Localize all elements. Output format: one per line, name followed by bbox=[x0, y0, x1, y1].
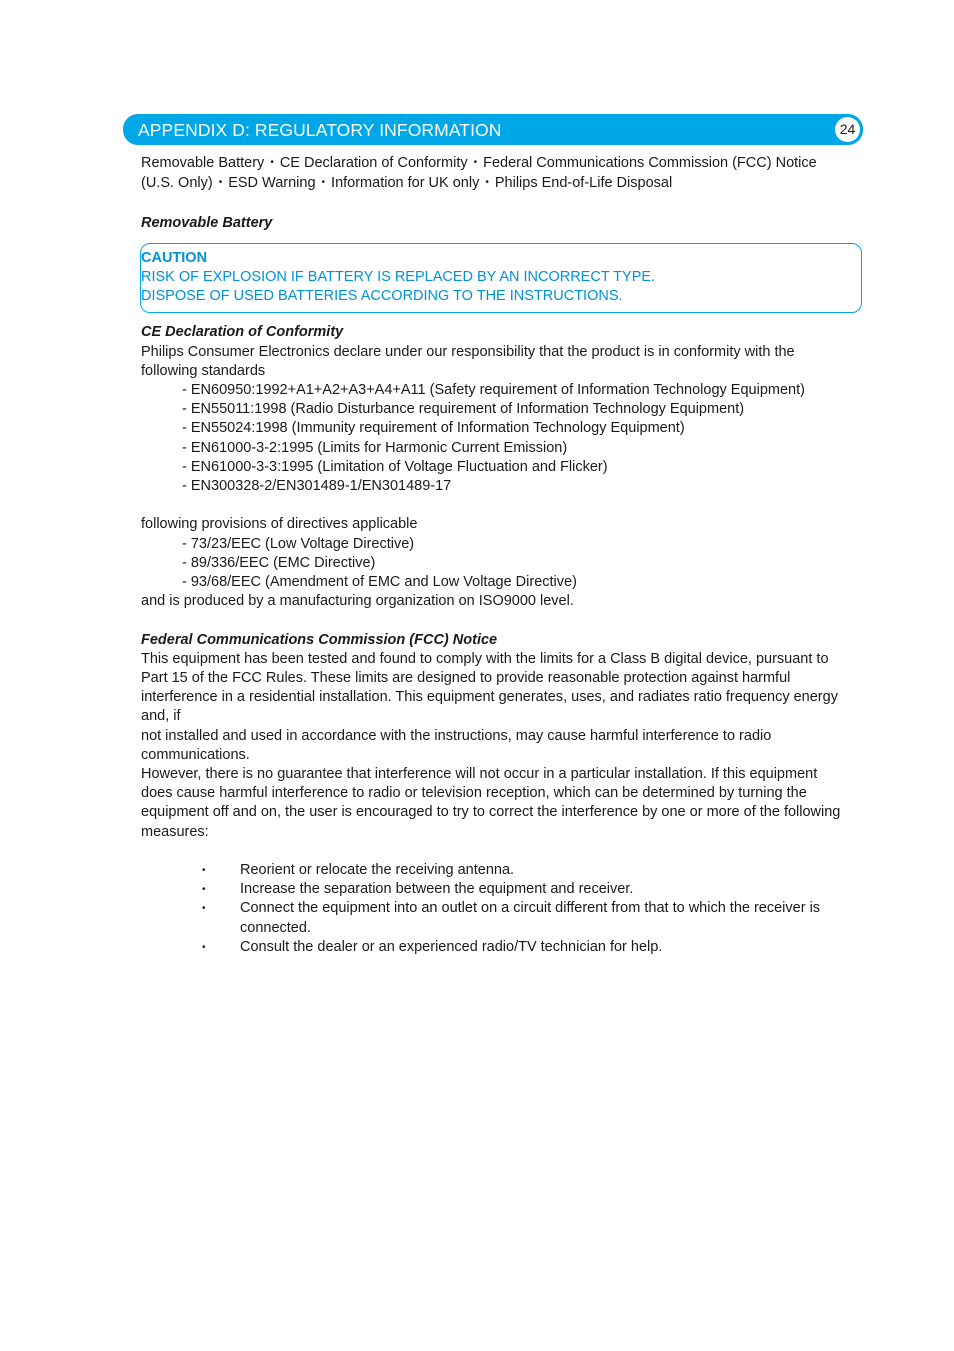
ce-section-title: CE Declaration of Conformity bbox=[141, 324, 344, 341]
page-header bbox=[123, 114, 863, 145]
header-title: APPENDIX D: REGULATORY INFORMATION bbox=[138, 120, 502, 140]
directives-intro: following provisions of directives applicable bbox=[141, 516, 418, 533]
measures-list bbox=[141, 861, 851, 957]
caution-line: DISPOSE OF USED BATTERIES ACCORDING TO THE INSTRUCTIONS. bbox=[141, 288, 623, 305]
fcc-paragraph: This equipment has been tested and found to comply with the limits for a Class B digital device, pursuant to Part 15 of the FCC Rules. These limits are designed to provide reasonable protection against harmful interference in a residential installation. This equipment generates, uses, and radiates ratio frequency energy and, if bbox=[141, 650, 838, 725]
fcc-paragraph: However, there is no guarantee that interference will not occur in a particular installation. If this equipment does cause harmful interference to radio or television reception, which can be determined by turning the equipment off and on, the user is encouraged to try to correct the interference by one or more of the following measures: bbox=[141, 766, 841, 840]
measure-text: Reorient or relocate the receiving antenna. bbox=[240, 862, 515, 879]
bullet-icon: • bbox=[202, 884, 206, 896]
bullet-icon: • bbox=[202, 941, 206, 953]
page-content bbox=[141, 154, 851, 957]
bullet-icon: • bbox=[202, 903, 206, 915]
measure-text: Connect the equipment into an outlet on a circuit different from that to which the receiver is connected. bbox=[240, 900, 821, 936]
standard-item: - EN61000-3-2:1995 (Limits for Harmonic Current Emission) bbox=[182, 439, 568, 456]
nav-link-esd[interactable]: ESD Warning bbox=[228, 175, 316, 192]
caution-title: CAUTION bbox=[141, 249, 208, 266]
measure-text: Consult the dealer or an experienced radio/TV technician for help. bbox=[240, 938, 663, 955]
nav-link-battery[interactable]: Removable Battery bbox=[141, 155, 265, 171]
nav-separator: • bbox=[321, 177, 326, 189]
nav-separator: • bbox=[218, 177, 223, 189]
measure-text: Increase the separation between the equipment and receiver. bbox=[240, 881, 634, 898]
page-number: 24 bbox=[835, 117, 860, 142]
standard-item: - EN55011:1998 (Radio Disturbance requirement of Information Technology Equipment) bbox=[182, 401, 745, 418]
section-nav bbox=[141, 154, 851, 194]
ce-closing: and is produced by a manufacturing organization on ISO9000 level. bbox=[141, 593, 574, 610]
directive-item: - 73/23/EEC (Low Voltage Directive) bbox=[182, 535, 415, 552]
battery-section-title: Removable Battery bbox=[141, 214, 273, 231]
bullet-icon: • bbox=[202, 865, 206, 877]
list-item bbox=[141, 899, 851, 937]
nav-separator: • bbox=[473, 157, 478, 168]
ce-intro: Philips Consumer Electronics declare under our responsibility that the product is in conformity with the following standards bbox=[141, 343, 795, 379]
nav-link-fcc[interactable]: Federal Communications Commission (FCC) Notice (U.S. Only) bbox=[141, 155, 817, 192]
nav-link-disposal[interactable]: Philips End-of-Life Disposal bbox=[494, 175, 673, 192]
list-item bbox=[141, 880, 851, 899]
fcc-paragraph: not installed and used in accordance with the instructions, may cause harmful interference to radio communications. bbox=[141, 727, 772, 763]
list-item bbox=[141, 861, 851, 880]
caution-line: RISK OF EXPLOSION IF BATTERY IS REPLACED BY AN INCORRECT TYPE. bbox=[141, 269, 656, 285]
nav-link-ce[interactable]: CE Declaration of Conformity bbox=[279, 155, 468, 171]
standard-item: - EN61000-3-3:1995 (Limitation of Voltage Fluctuation and Flicker) bbox=[182, 458, 608, 475]
standard-item: - EN60950:1992+A1+A2+A3+A4+A11 (Safety requirement of Information Technology Equipment) bbox=[182, 382, 805, 399]
standard-item: - EN55024:1998 (Immunity requirement of Information Technology Equipment) bbox=[182, 420, 685, 437]
caution-box bbox=[140, 243, 862, 314]
fcc-section-title: Federal Communications Commission (FCC) Notice bbox=[141, 631, 498, 648]
nav-link-uk[interactable]: Information for UK only bbox=[331, 175, 480, 192]
directive-item: - 89/336/EEC (EMC Directive) bbox=[182, 554, 376, 571]
nav-separator: • bbox=[270, 157, 274, 168]
directive-item: - 93/68/EEC (Amendment of EMC and Low Voltage Directive) bbox=[182, 574, 577, 591]
list-item bbox=[141, 938, 851, 957]
nav-separator: • bbox=[485, 177, 489, 189]
standard-item: - EN300328-2/EN301489-1/EN301489-17 bbox=[182, 478, 452, 495]
